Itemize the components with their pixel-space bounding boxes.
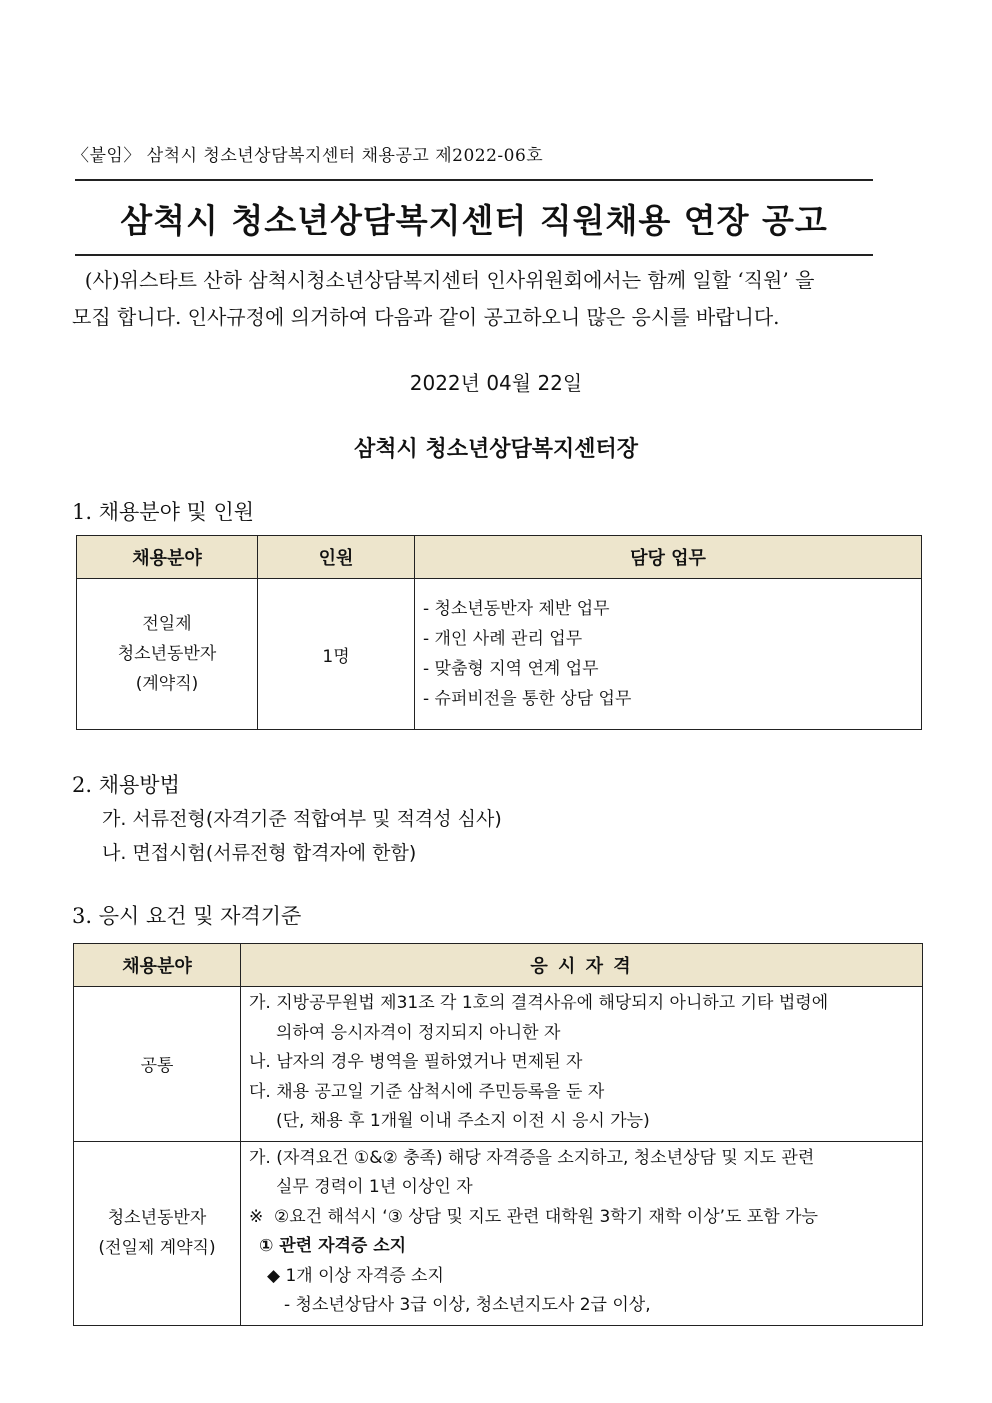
intro-line-2: 모집 합니다. 인사규정에 의거하여 다음과 같이 공고하오니 많은 응시를 바랍니다.: [72, 305, 780, 329]
table-row: [74, 1141, 923, 1325]
field-line: (전일제 계약직): [98, 1238, 216, 1258]
table-row: [77, 579, 922, 730]
header-field: 채용분야: [77, 536, 258, 579]
field-line: 전일제: [142, 614, 192, 634]
requirement-line: 의하여 응시자격이 정지되지 아니한 자: [276, 1022, 561, 1043]
requirement-line: - 청소년상담사 3급 이상, 청소년지도사 2급 이상,: [284, 1295, 651, 1315]
duty-item: - 개인 사례 관리 업무: [423, 629, 583, 649]
duty-item: - 청소년동반자 제반 업무: [423, 599, 610, 619]
field-cell: 공통: [74, 987, 241, 1142]
table-row: [74, 987, 923, 1142]
page-title: 삼척시 청소년상담복지센터 직원채용 연장 공고: [120, 201, 828, 240]
title-top-rule: [75, 179, 873, 181]
intro-paragraph: [72, 262, 878, 336]
field-line: (계약직): [135, 674, 199, 694]
organization-name: 삼척시 청소년상담복지센터장: [354, 436, 638, 462]
requirement-line: 가. 지방공무원법 제31조 각 1호의 결격사유에 해당되지 아니하고 기타 법령에: [249, 993, 829, 1013]
requirement-line: 실무 경력이 1년 이상인 자: [276, 1177, 473, 1197]
method-item: 가. 서류전형(자격기준 적합여부 및 적격성 심사): [102, 808, 502, 830]
intro-line-1: (사)위스타트 산하 삼척시청소년상담복지센터 인사위원회에서는 함께 일할 ‘직원’ 을: [72, 268, 815, 292]
header-duties: 담당 업무: [415, 536, 922, 579]
duty-item: - 맞춤형 지역 연계 업무: [423, 659, 599, 679]
recruitment-table: [76, 535, 922, 730]
qualification-cell: [241, 1141, 923, 1325]
field-line: 청소년동반자: [117, 644, 217, 664]
title-bottom-rule: [75, 254, 873, 256]
method-item: 나. 면접시험(서류전형 합격자에 한함): [102, 842, 417, 864]
requirement-line: 다. 채용 공고일 기준 삼척시에 주민등록을 둔 자: [249, 1081, 605, 1102]
count-cell: 1명: [258, 579, 415, 730]
header-field: 채용분야: [74, 944, 241, 987]
section-3-heading: 3. 응시 요건 및 자격기준: [72, 904, 302, 928]
header-qualification: 응 시 자 격: [241, 944, 923, 987]
field-line: 청소년동반자: [107, 1208, 207, 1228]
table-header-row: [74, 944, 923, 987]
duty-item: - 슈퍼비전을 통한 상담 업무: [423, 689, 632, 709]
requirement-line: 나. 남자의 경우 병역을 필하였거나 면제된 자: [249, 1052, 583, 1072]
section-2-heading: 2. 채용방법: [72, 773, 180, 797]
field-cell: [77, 579, 258, 730]
requirement-subheading: ① 관련 자격증 소지: [259, 1236, 407, 1256]
duties-cell: [415, 579, 922, 730]
header-count: 인원: [258, 536, 415, 579]
qualification-table: [73, 943, 923, 1326]
section-1-heading: 1. 채용분야 및 인원: [72, 500, 255, 524]
table-header-row: [77, 536, 922, 579]
requirement-note: ※ ②요건 해석시 ‘③ 상담 및 지도 관련 대학원 3학기 재학 이상’도 포함 가능: [249, 1206, 818, 1227]
requirement-line: 가. (자격요건 ①&② 충족) 해당 자격증을 소지하고, 청소년상담 및 지도 관련: [249, 1147, 815, 1168]
attachment-line: 〈붙임〉 삼척시 청소년상담복지센터 채용공고 제2022-06호: [72, 146, 544, 166]
field-cell: [74, 1141, 241, 1325]
requirement-bullet: ◆ 1개 이상 자격증 소지: [267, 1265, 444, 1286]
requirement-line: (단, 채용 후 1개월 이내 주소지 이전 시 응시 가능): [276, 1111, 650, 1131]
announcement-date: 2022년 04월 22일: [409, 371, 583, 395]
qualification-cell: [241, 987, 923, 1142]
